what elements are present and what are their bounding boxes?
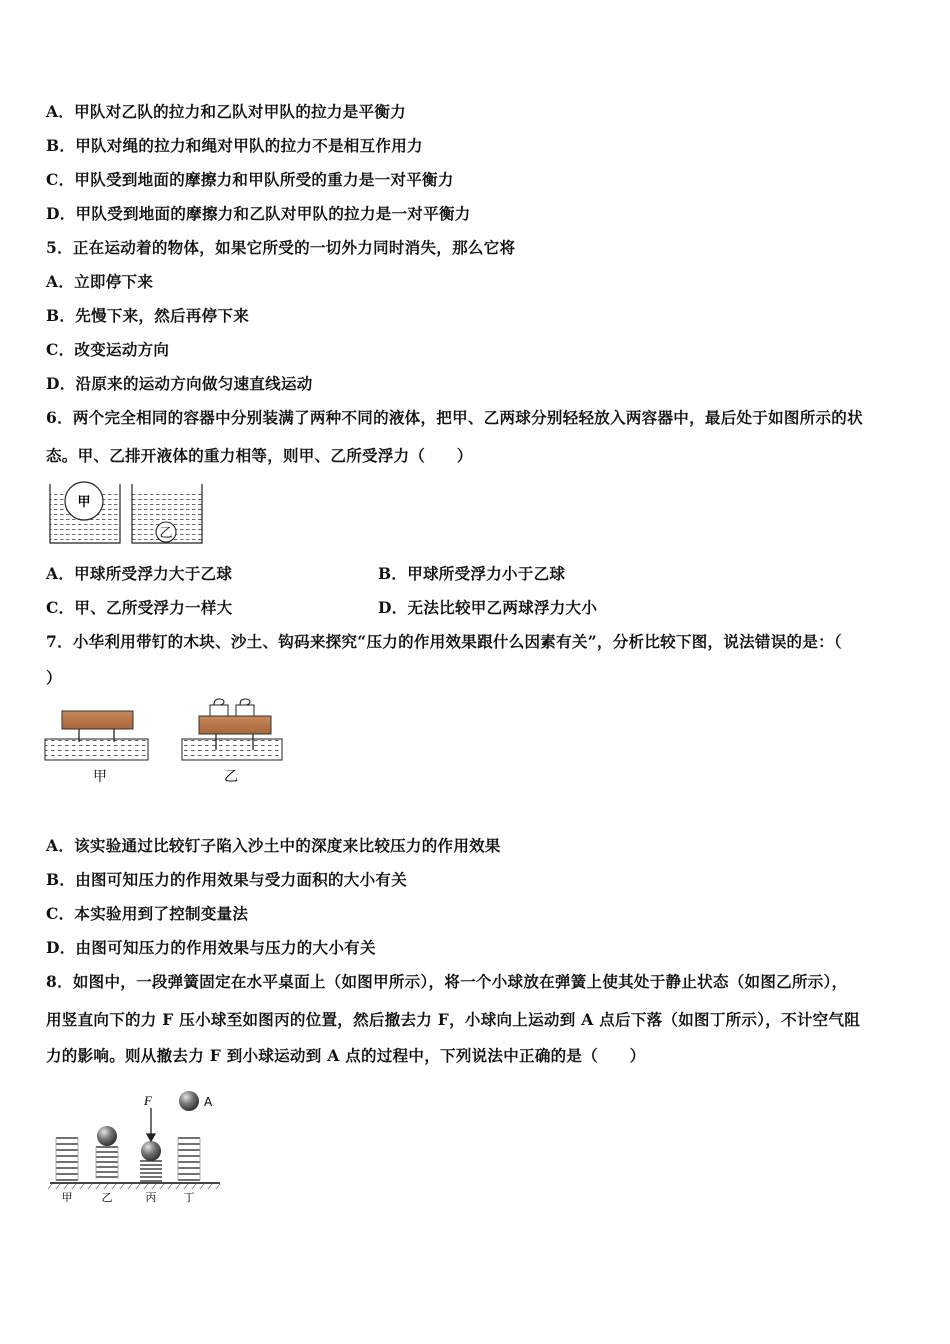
q7-option-b: B．由图可知压力的作用效果与受力面积的大小有关 bbox=[46, 870, 408, 889]
wood-block-b bbox=[199, 716, 271, 734]
q6-option-c: C．甲、乙所受浮力一样大 bbox=[46, 598, 233, 617]
q4-option-a: A．甲队对乙队的拉力和乙队对甲队的拉力是平衡力 bbox=[46, 102, 406, 121]
q8-stem-line1: 8．如图中，一段弹簧固定在水平桌面上（如图甲所示），将一个小球放在弹簧上使其处于静止状态（如图乙所示）， bbox=[46, 972, 848, 991]
wood-block-a bbox=[62, 711, 133, 729]
q7-figure bbox=[44, 698, 289, 788]
q6-option-d: D．无法比较甲乙两球浮力大小 bbox=[378, 598, 598, 617]
ball-b bbox=[156, 522, 176, 542]
q4-option-c: C．甲队受到地面的摩擦力和甲队所受的重力是一对平衡力 bbox=[46, 170, 454, 189]
setup-b-label: 乙 bbox=[224, 769, 238, 785]
q8-figure bbox=[48, 1088, 223, 1204]
setup-a-label: 甲 bbox=[93, 769, 107, 785]
ball-c bbox=[141, 1141, 161, 1161]
force-label: F bbox=[144, 1093, 152, 1108]
spring-b bbox=[96, 1147, 118, 1179]
q5-option-c: C．改变运动方向 bbox=[46, 340, 170, 359]
q7-option-c: C．本实验用到了控制变量法 bbox=[46, 904, 249, 923]
q6-stem-line2: 态。甲、乙排开液体的重力相等，则甲、乙所受浮力（ ） bbox=[46, 446, 473, 465]
force-arrow bbox=[147, 1108, 155, 1141]
sand-box-a bbox=[45, 739, 148, 760]
table-surface bbox=[48, 1183, 220, 1189]
label-ding: 丁 bbox=[183, 1191, 195, 1204]
q7-stem-line1: 7．小华利用带钉的木块、沙土、钩码来探究“压力的作用效果跟什么因素有关”，分析比较下图，说法错误的是：（ bbox=[46, 632, 842, 651]
ball-a bbox=[65, 482, 103, 520]
q5-option-d: D．沿原来的运动方向做匀速直线运动 bbox=[46, 374, 313, 393]
q7-option-d: D．由图可知压力的作用效果与压力的大小有关 bbox=[46, 938, 376, 957]
spring-a bbox=[56, 1138, 78, 1180]
q6-figure bbox=[48, 482, 208, 546]
q7-option-a: A．该实验通过比较钉子陷入沙土中的深度来比较压力的作用效果 bbox=[46, 836, 501, 855]
ball-d bbox=[179, 1091, 199, 1111]
sand-box-b bbox=[182, 739, 282, 760]
q5-option-b: B．先慢下来，然后再停下来 bbox=[46, 306, 250, 325]
weights bbox=[210, 699, 254, 716]
spring-d bbox=[178, 1138, 200, 1180]
q8-stem-line2: 用竖直向下的力 F 压小球至如图丙的位置，然后撤去力 F，小球向上运动到 A 点后下落（如图丁所示），不计空气阻 bbox=[46, 1010, 861, 1029]
label-yi: 乙 bbox=[101, 1191, 113, 1204]
q4-option-b: B．甲队对绳的拉力和绳对甲队的拉力不是相互作用力 bbox=[46, 136, 423, 155]
label-bing: 丙 bbox=[145, 1191, 157, 1204]
point-a-label: A bbox=[204, 1095, 213, 1109]
q6-option-b: B．甲球所受浮力小于乙球 bbox=[378, 564, 566, 583]
q4-option-d: D．甲队受到地面的摩擦力和乙队对甲队的拉力是一对平衡力 bbox=[46, 204, 471, 223]
ball-a-label: 甲 bbox=[77, 495, 91, 510]
q6-stem-line1: 6．两个完全相同的容器中分别装满了两种不同的液体，把甲、乙两球分别轻轻放入两容器中，最后处于如图所示的状 bbox=[46, 408, 863, 427]
ball-b bbox=[97, 1126, 117, 1146]
q8-stem-line3: 力的影响。则从撤去力 F 到小球运动到 A 点的过程中，下列说法中正确的是（ ） bbox=[46, 1046, 646, 1065]
q7-stem-line2: ） bbox=[46, 668, 62, 687]
q5-option-a: A．立即停下来 bbox=[46, 272, 154, 291]
q5-stem: 5．正在运动着的物体，如果它所受的一切外力同时消失，那么它将 bbox=[46, 238, 516, 257]
q6-option-a: A．甲球所受浮力大于乙球 bbox=[46, 564, 233, 583]
spring-c bbox=[140, 1161, 162, 1181]
ball-b-label: 乙 bbox=[159, 526, 173, 541]
label-jia: 甲 bbox=[61, 1191, 73, 1204]
